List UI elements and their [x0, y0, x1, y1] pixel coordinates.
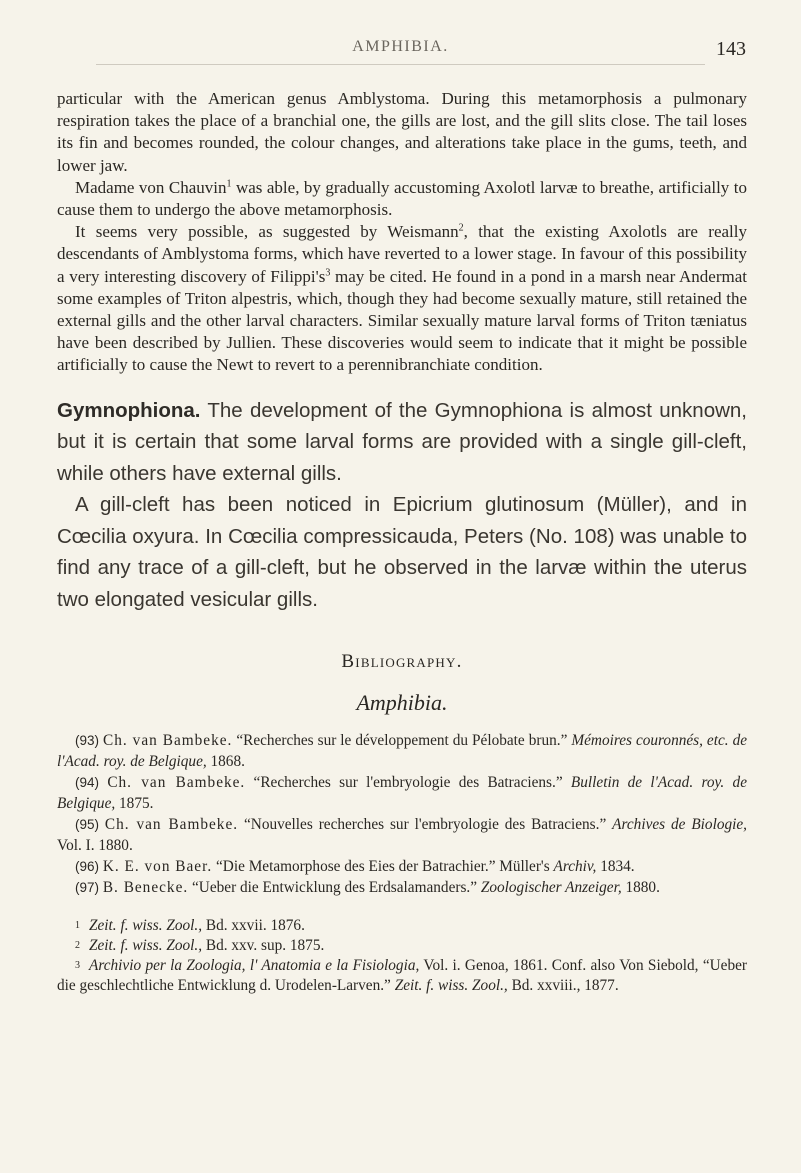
reference-item	[57, 856, 747, 877]
reference-number: (94)	[75, 775, 100, 791]
footnote-text-2: Bd. xxviii., 1877.	[507, 977, 619, 995]
footnote-mark: 1	[75, 920, 80, 932]
footnote-item	[57, 936, 747, 956]
paragraph-1-text: particular with the American genus Amblystoma. During this metamorphosis a pulmonary respiration takes the place of a branchial one, the gills are lost, and the gill slits close. The tail loses its fin and becomes rounded, the colour changes, and alterations take place in the gums, teeth, and lower jaw.	[57, 89, 747, 175]
reference-text: “Ueber die Entwicklung des Erdsalamanders.”	[188, 879, 481, 897]
reference-tail: 1834.	[596, 858, 635, 876]
section-heading: Gymnophiona.	[57, 398, 201, 422]
reference-text: “Nouvelles recherches sur l'embryologie des Batraciens.”	[238, 816, 613, 834]
bibliography-subtitle: Amphibia.	[356, 690, 448, 716]
running-head: AMPHIBIA.	[352, 38, 449, 55]
footnote-mark: 2	[75, 940, 80, 952]
paragraph-2	[57, 177, 747, 221]
body-text	[57, 88, 747, 996]
footnotes	[57, 916, 747, 996]
footnote-item	[57, 916, 747, 936]
reference-tail: 1875.	[115, 795, 154, 813]
reference-author: K. E. von Baer.	[102, 858, 213, 876]
reference-source: Bulletin de l'Acad. roy. de Belgique,	[57, 774, 747, 813]
footnote-source: Archivio per la Zoologia, l' Anatomia e la Fisiologia,	[89, 957, 420, 975]
reference-list	[57, 730, 747, 898]
section-text-1: The development of the Gymnophiona is almost unknown, but it is certain that some larval forms are provided with a single gill-cleft, while others have external gills.	[57, 398, 747, 485]
reference-author: Ch. van Bambeke.	[104, 816, 239, 834]
footnote-ref-3[interactable]: 3	[325, 266, 331, 278]
paragraph-3	[57, 221, 747, 376]
footnote-text: Vol. i. Genoa, 1861. Conf. also Von Siebold, “Ueber die geschlechtliche Entwicklung d. Urodelen-Larven.”	[57, 957, 747, 995]
bibliography-title: Bibliography.	[341, 651, 463, 673]
reference-tail: 1868.	[206, 753, 245, 771]
reference-source: Archives de Biologie,	[612, 816, 747, 834]
footnote-text: Bd. xxvii. 1876.	[202, 917, 305, 935]
footnote-source: Zeit. f. wiss. Zool.,	[89, 917, 203, 935]
header-rule	[96, 64, 705, 65]
page-header	[55, 38, 746, 62]
gymnophiona-section	[57, 395, 747, 616]
page-number: 143	[716, 38, 746, 60]
reference-item	[57, 730, 747, 772]
reference-text: “Recherches sur l'embryologie des Batraciens.”	[245, 774, 571, 792]
reference-text: “Recherches sur le développement du Pélobate brun.”	[232, 732, 572, 750]
reference-number: (97)	[75, 880, 100, 896]
paragraph-3-text-a: It seems very possible, as suggested by Weismann	[75, 222, 459, 242]
footnote-ref-1[interactable]: 1	[226, 178, 232, 190]
reference-number: (96)	[75, 859, 100, 875]
reference-number: (93)	[75, 733, 100, 749]
footnote-mark: 3	[75, 960, 80, 972]
reference-source: Zoologischer Anzeiger,	[480, 879, 622, 897]
reference-author: Ch. van Bambeke.	[103, 732, 233, 750]
footnote-text: Bd. xxv. sup. 1875.	[202, 937, 325, 955]
paragraph-3-text-c: may be cited. He found in a pond in a marsh near Andermat some examples of Triton alpestris, which, though they had become sexually mature, still retained the external gills and the other larval characters. Similar sexually mature larval forms of Triton tæniatus have been described by Jullien. These discoveries would seem to indicate that it might be possible artificially to cause the Newt to revert to a perennibranchiate condition.	[57, 266, 747, 375]
footnote-ref-2[interactable]: 2	[458, 222, 464, 234]
reference-source: Mémoires couronnés, etc. de l'Acad. roy. de Belgique,	[57, 732, 748, 771]
paragraph-2-text-a: Madame von Chauvin	[75, 177, 227, 197]
paragraph-2-text-b: was able, by gradually accustoming Axolotl larvæ to breathe, artificially to cause them to undergo the above metamorphosis.	[57, 177, 747, 220]
footnote-item	[57, 956, 747, 996]
footnote-source: Zeit. f. wiss. Zool.,	[89, 937, 203, 955]
reference-number: (95)	[75, 817, 100, 833]
footnote-source-2: Zeit. f. wiss. Zool.,	[394, 977, 508, 995]
reference-item	[57, 814, 747, 856]
reference-item	[57, 877, 747, 898]
paragraph-1	[57, 88, 747, 177]
section-text-2: A gill-cleft has been noticed in Epicrium glutinosum (Müller), and in Cœcilia oxyura. In Cœcilia compressicauda, Peters (No. 108) was unable to find any trace of a gill-cleft, but he observed in the larvæ within the uterus two elongated vesicular gills.	[57, 493, 747, 611]
paragraph-3-text-b: , that the existing Axolotls are really descendants of Amblystoma forms, which have reverted to a lower stage. In favour of this possibility a very interesting discovery of Filippi's	[57, 222, 747, 286]
reference-text: “Die Metamorphose des Eies der Batrachier.” Müller's	[212, 858, 554, 876]
reference-author: B. Benecke.	[102, 879, 189, 897]
reference-tail: Vol. I. 1880.	[57, 837, 133, 855]
reference-author: Ch. van Bambeke.	[107, 774, 246, 792]
reference-source: Archiv,	[553, 858, 597, 876]
reference-item	[57, 772, 747, 814]
reference-tail: 1880.	[621, 879, 660, 897]
